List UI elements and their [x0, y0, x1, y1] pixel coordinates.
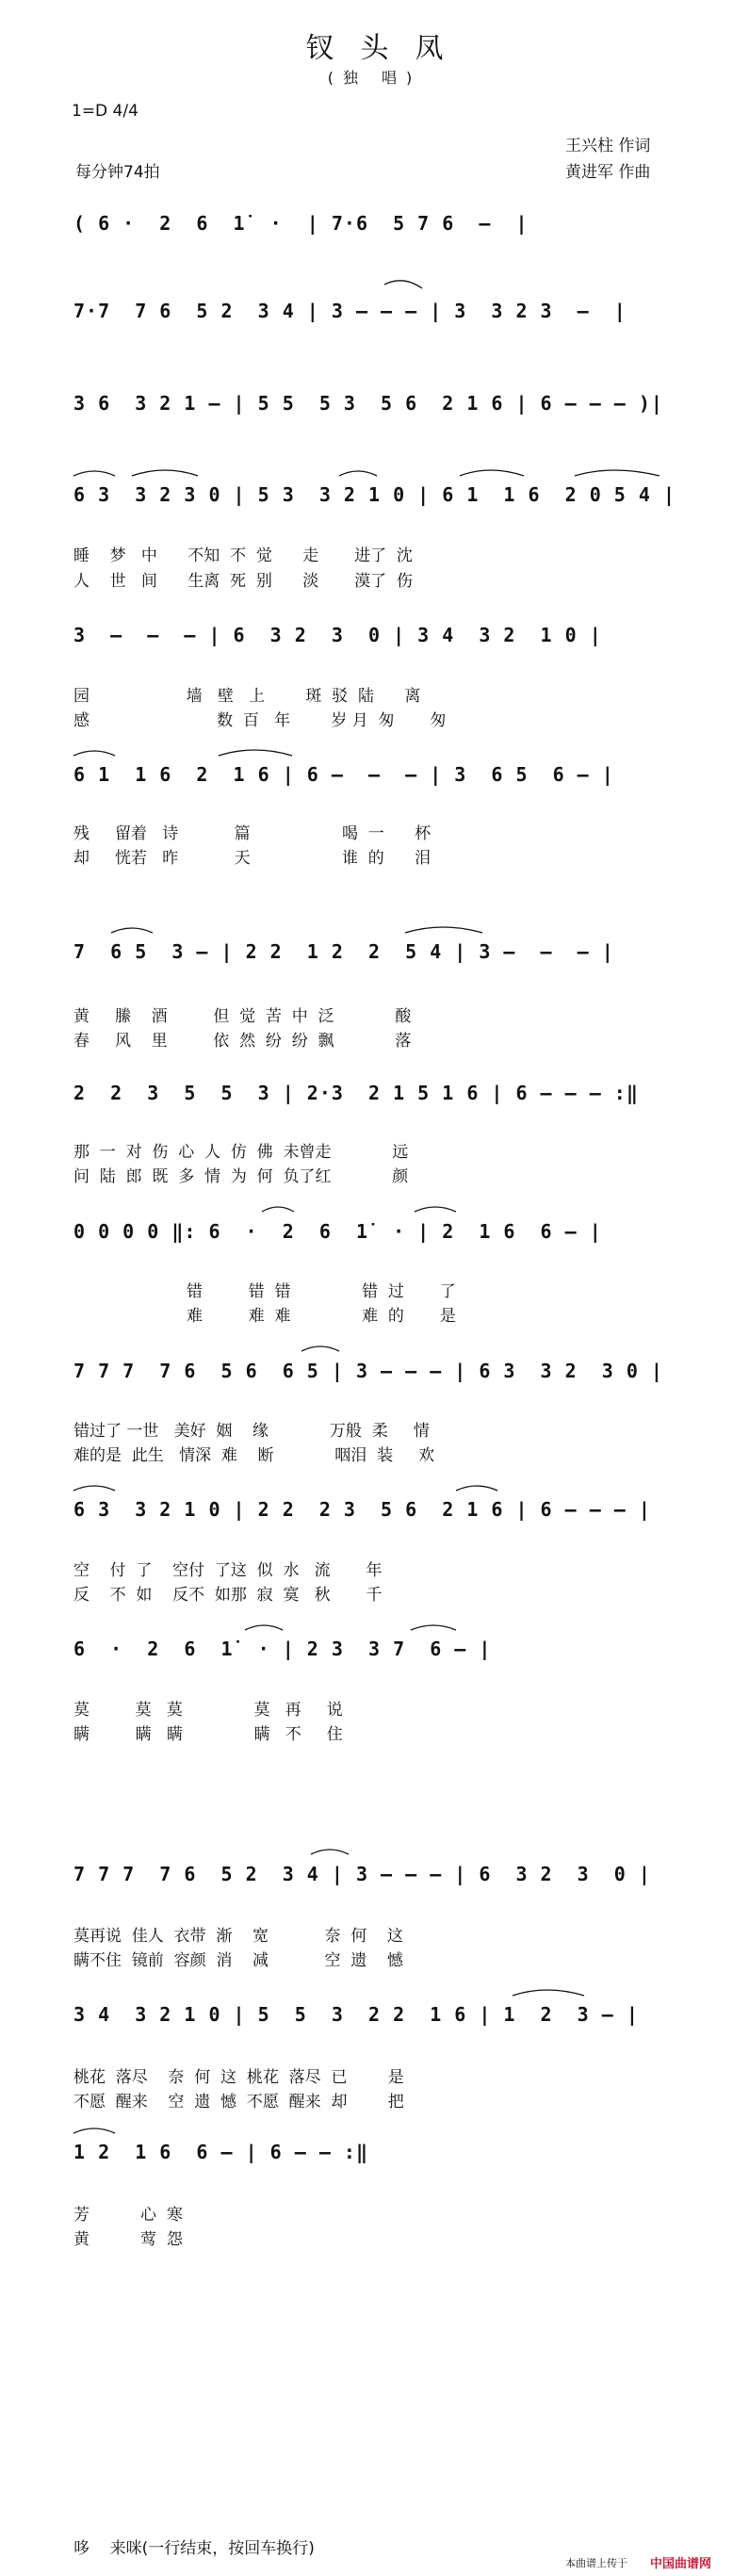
score-line-10: 7 7 7 7 6 5 6 6 5 | 3 — — — | 6 3 3 2 3 0 |: [73, 1360, 663, 1382]
tempo: 每分钟74拍: [75, 163, 160, 182]
slur: [301, 1346, 339, 1351]
score-line-13: 7 7 7 7 6 5 2 3 4 | 3 — — — | 6 3 2 3 0 |: [73, 1863, 651, 1885]
slur: [245, 1625, 283, 1630]
input-hint: 哆 来咪(一行结束，按回车换行): [73, 2539, 315, 2558]
score-line-9: 0 0 0 0 ‖: 6 · 2 6 1̇ · | 2 1 6 6 — |: [73, 1220, 602, 1243]
lyric-line-4a: 睡 梦 中 不知 不 觉 走 进了 沈: [73, 546, 413, 565]
lyric-line-15b: 黄 莺 怨: [73, 2230, 183, 2249]
lyric-line-7a: 黄 縢 酒 但 觉 苦 中 泛 酸: [73, 1007, 412, 1026]
slur: [339, 471, 377, 476]
slur: [405, 927, 482, 933]
lyric-line-10b: 难的是 此生 情深 难 断 咽泪 装 欢: [73, 1446, 435, 1465]
score-line-11: 6 3 3 2 1 0 | 2 2 2 3 5 6 2 1 6 | 6 — — — |: [73, 1498, 651, 1521]
lyric-line-5a: 园 墙 壁 上 斑 驳 陆 离: [73, 687, 421, 706]
slur: [111, 928, 153, 933]
slur: [456, 1486, 497, 1491]
slur: [219, 750, 292, 756]
score-line-8: 2 2 3 5 5 3 | 2·3 2 1 5 1 6 | 6 — — — :‖: [73, 1082, 639, 1104]
lyric-line-14a: 桃花 落尽 奈 何 这 桃花 落尽 已 是: [73, 2068, 404, 2087]
slur: [513, 1990, 584, 1996]
lyric-line-12b: 瞒 瞒 瞒 瞒 不 住: [73, 1725, 343, 1744]
lyric-line-9a: 错 错 错 错 过 了: [187, 1282, 456, 1301]
lyric-line-12a: 莫 莫 莫 莫 再 说: [73, 1701, 343, 1720]
slur: [73, 2128, 115, 2133]
slur: [73, 1486, 115, 1491]
score-line-4: 6 3 3 2 3 0 | 5 3 3 2 1 0 | 6 1 1 6 2 0 5 4 |: [73, 483, 676, 506]
lyric-line-13a: 莫再说 佳人 衣带 渐 宽 奈 何 这: [73, 1927, 403, 1946]
lyric-line-9b: 难 难 难 难 的 是: [187, 1307, 456, 1326]
slur: [73, 471, 115, 476]
score-line-3: 3 6 3 2 1 — | 5 5 5 3 5 6 2 1 6 | 6 — — — )|: [73, 392, 663, 415]
slur: [73, 751, 115, 756]
lyric-line-10a: 错过了 一世 美好 姻 缘 万般 柔 情: [73, 1422, 430, 1441]
watermark-text: 本曲谱上传于: [565, 2557, 627, 2569]
lyric-line-6b: 却 恍若 昨 天 谁 的 泪: [73, 849, 431, 868]
score-line-7: 7 6 5 3 — | 2 2 1 2 2 5 4 | 3 — — — |: [73, 940, 614, 963]
lyricist: 王兴柱 作词: [565, 137, 651, 155]
song-title: 钗头凤: [305, 32, 470, 65]
lyric-line-11b: 反 不 如 反不 如那 寂 寞 秋 千: [73, 1586, 383, 1605]
lyric-line-8b: 问 陆 郎 既 多 情 为 何 负了红 颜: [73, 1167, 409, 1186]
lyric-line-6a: 残 留着 诗 篇 喝 一 杯: [73, 824, 431, 843]
song-subtitle: (独 唱): [327, 69, 422, 87]
slur: [311, 1850, 349, 1854]
score-line-15: 1 2 1 6 6 — | 6 — — :‖: [73, 2141, 368, 2163]
score-line-14: 3 4 3 2 1 0 | 5 5 3 2 2 1 6 | 1 2 3 — |: [73, 2003, 639, 2026]
lyric-line-14b: 不愿 醒来 空 遗 憾 不愿 醒来 却 把: [73, 2093, 404, 2111]
crescendo-mark: [384, 281, 422, 288]
lyric-line-5b: 感 数 百 年 岁 月 匆 匆: [73, 711, 447, 730]
score-line-6: 6 1 1 6 2 1 6 | 6 — — — | 3 6 5 6 — |: [73, 763, 614, 786]
slur: [132, 470, 198, 476]
score-line-12: 6 · 2 6 1̇ · | 2 3 3 7 6 — |: [73, 1638, 492, 1660]
score-line-1: ( 6 · 2 6 1̇ · | 7·6 5 7 6 — |: [73, 212, 529, 235]
composer: 黄进军 作曲: [565, 163, 651, 182]
slur: [460, 470, 524, 476]
score-line-2: 7·7 7 6 5 2 3 4 | 3 — — — | 3 3 2 3 — |: [73, 300, 627, 322]
lyric-line-13b: 瞒不住 镜前 容颜 消 减 空 遗 憾: [73, 1951, 403, 1970]
lyric-line-7b: 春 风 里 依 然 纷 纷 飘 落: [73, 1032, 412, 1051]
slur: [415, 1207, 456, 1212]
slur: [575, 470, 659, 476]
lyric-line-4b: 人 世 间 生离 死 别 淡 漠了 伤: [73, 572, 413, 591]
key-signature: 1=D 4/4: [72, 102, 138, 121]
lyric-line-15a: 芳 心 寒: [73, 2206, 183, 2225]
score-line-5: 3 — — — | 6 3 2 3 0 | 3 4 3 2 1 0 |: [73, 624, 602, 646]
site-logo: 中国曲谱网: [650, 2557, 712, 2571]
slur: [262, 1207, 294, 1212]
lyric-line-8a: 那 一 对 伤 心 人 仿 佛 未曾走 远: [73, 1143, 409, 1162]
lyric-line-11a: 空 付 了 空付 了这 似 水 流 年: [73, 1561, 383, 1580]
slur: [411, 1625, 456, 1630]
